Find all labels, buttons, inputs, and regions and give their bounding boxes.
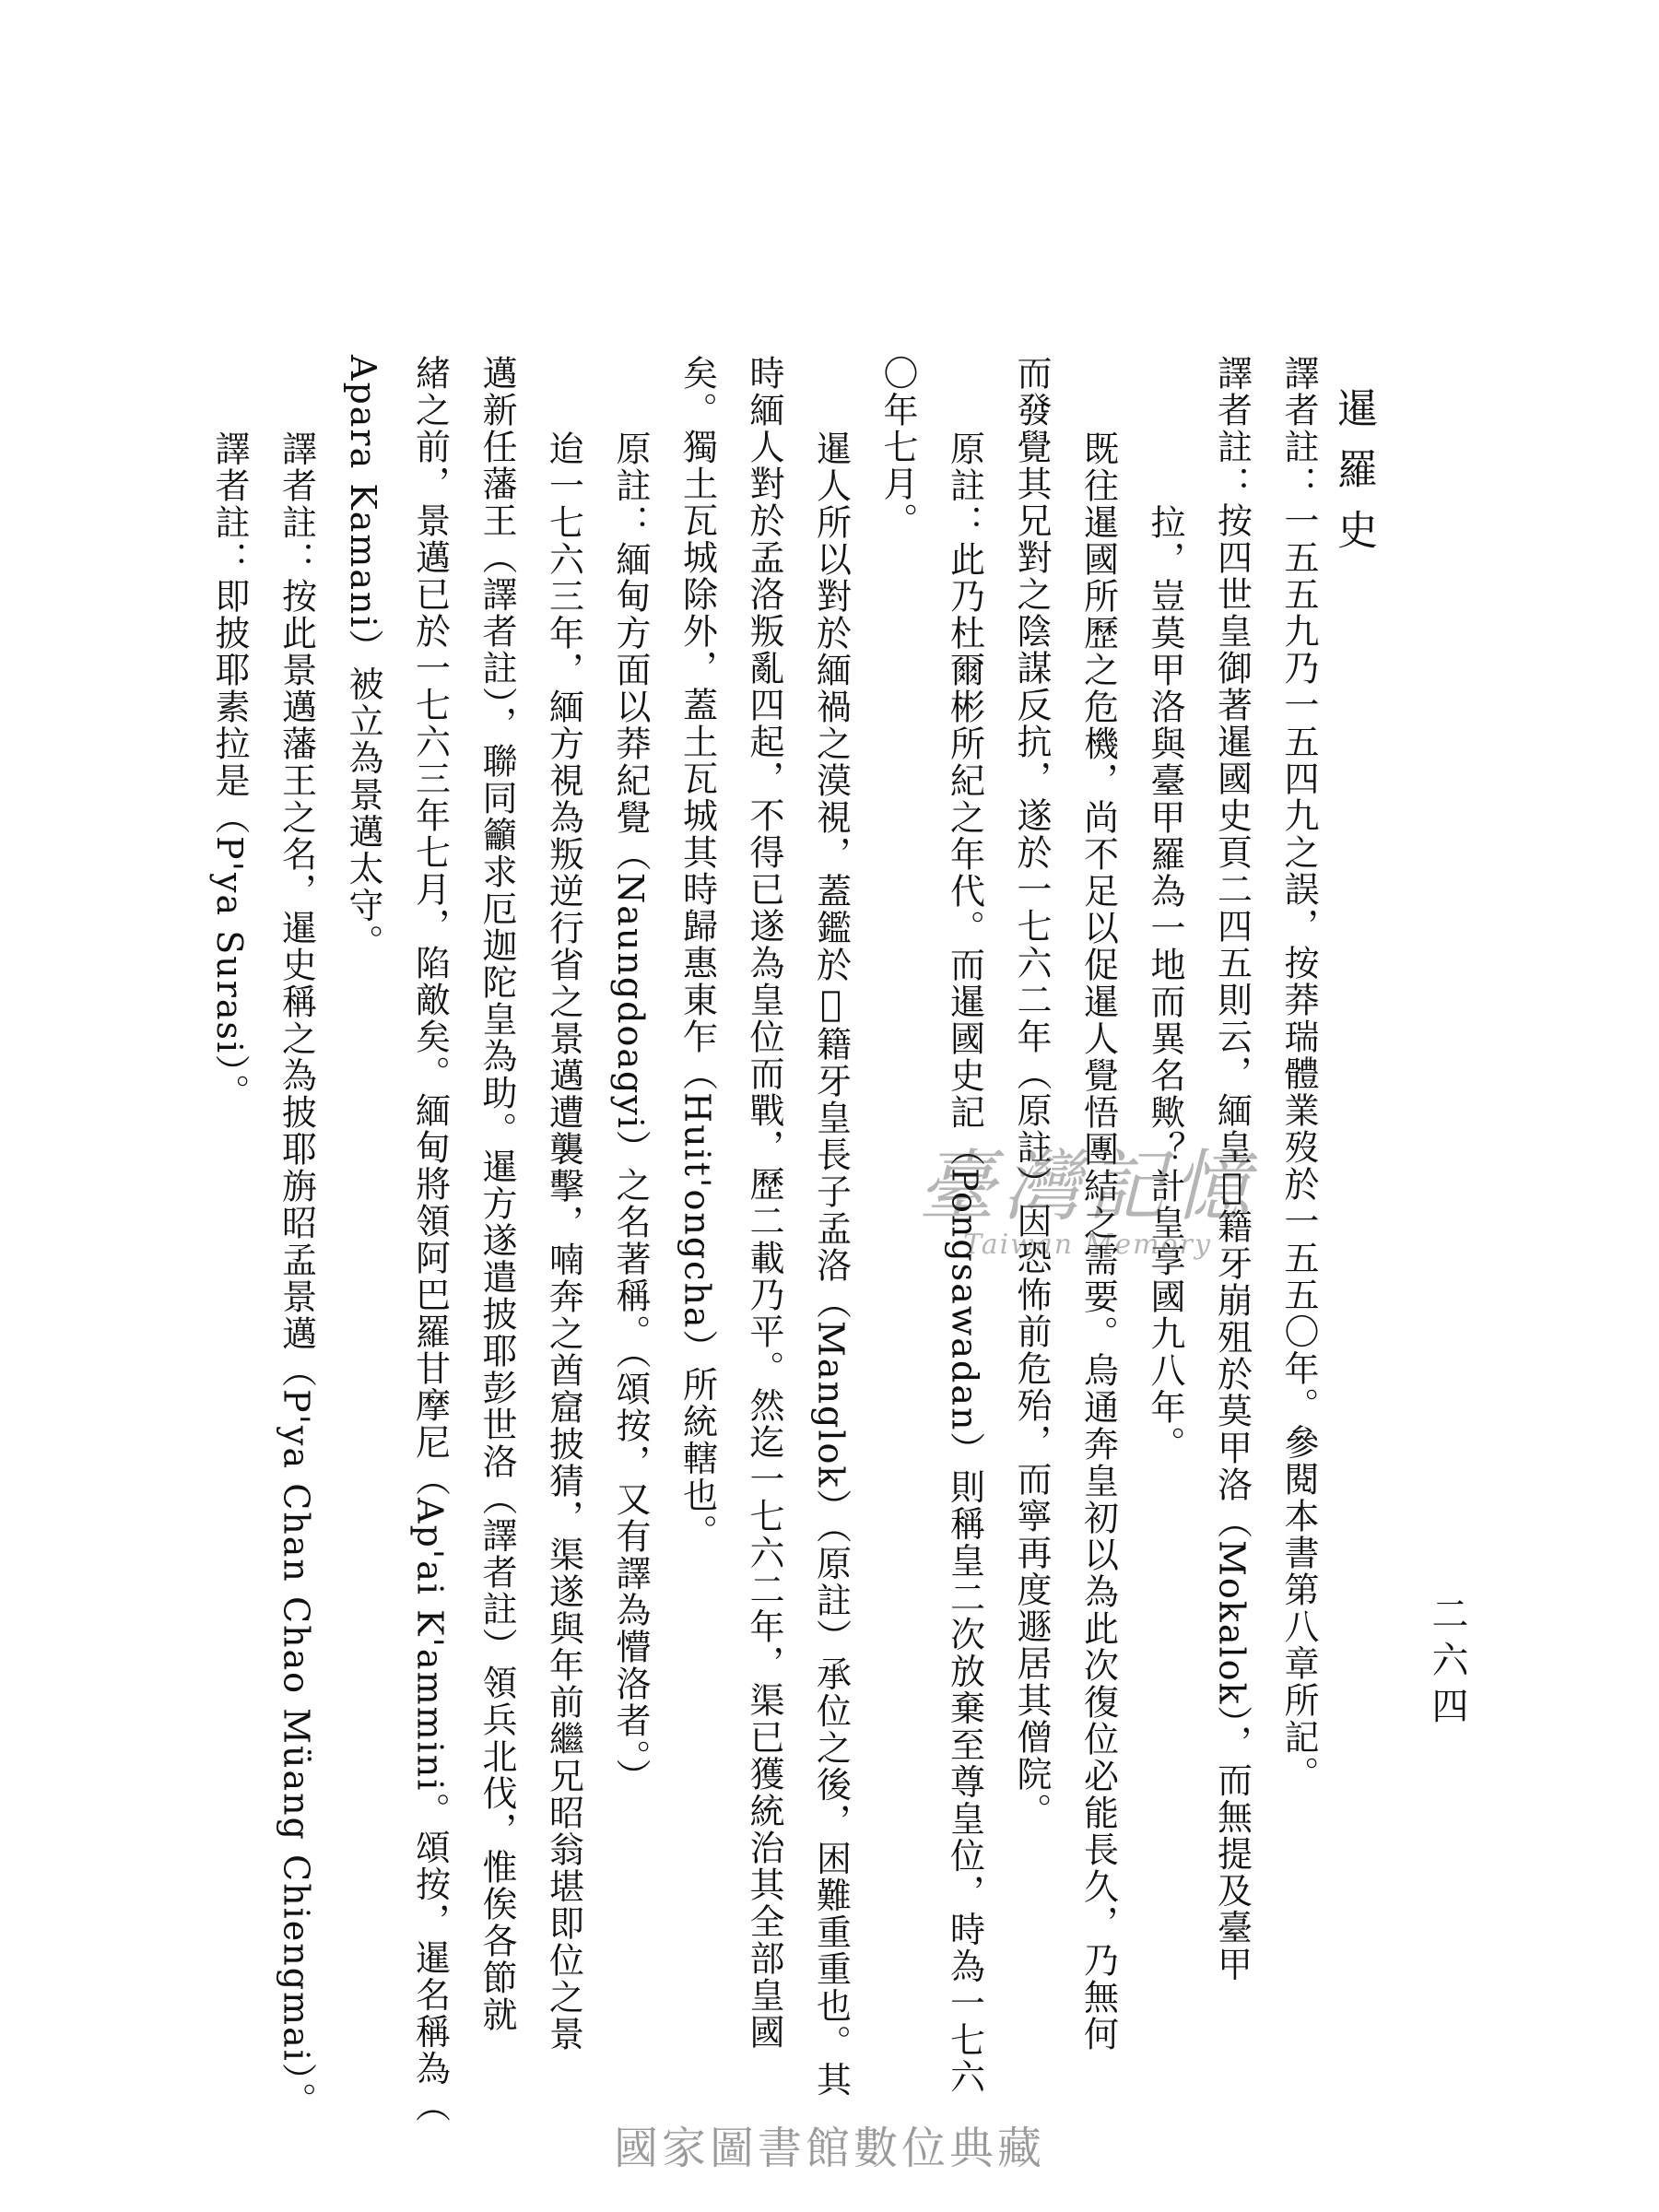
text-column: 而發覺其兄對之陰謀反抗，遂於一七六二年（原註）因恐怖前危殆，而寧再度遯居其僧院。 [1011, 355, 1052, 1830]
text-column: 拉，豈莫甲洛與臺甲羅為一地而異名歟？計皇享國九八年。 [1145, 504, 1185, 1463]
text-column: 迨一七六三年，緬方視為叛逆行省之景邁遭襲擊，喃奔之酋窟披猜，渠遂與年前繼兄昭翁堪即位之景 [543, 430, 584, 2053]
book-title: 暹羅史 [1330, 387, 1377, 570]
text-column: 〇年七月。 [877, 355, 918, 539]
page-number: 二六四 [1426, 1594, 1468, 1733]
text-column: 既往暹國所歷之危機，尚不足以促暹人覺悟團結之需要。烏通奔皇初以為此次復位必能長久，乃無何 [1077, 430, 1119, 2053]
text-column: Apara Kamani）被立為景邁太守。 [343, 355, 383, 961]
text-column: 邁新任藩王（譯者註），聯同籲求厄迦陀皇為助。暹方遂遣披耶彭世洛（譯者註）領兵北伐，惟俟各節就 [477, 355, 517, 2033]
text-column: 時緬人對於孟洛叛亂四起，不得已遂為皇位而戰，歷二載乃平。然迄一七六二年，渠已獲統治其全部皇國 [744, 355, 784, 2051]
watermark-subtitle: Taiwan Memory [963, 1229, 1212, 1261]
text-column: 原註：此乃杜爾彬所紀之年代。而暹國史記（Pongsawadan）則稱皇二次放棄至尊皇位，時為一七六 [944, 430, 985, 2096]
text-column: 矣。獨土瓦城除外，蓋土瓦城其時歸惠東乍（Huit'ongcha）所統轄也。 [677, 355, 718, 1551]
text-column: 譯者註：按四世皇御著暹國史頁二四五則云，緬皇𤖋籍牙崩殂於莫甲洛（Mokalok），而無提及臺甲 [1211, 355, 1253, 1983]
text-column: 原註：緬甸方面以莽紀覺（Naungdoagyi）之名著稱。（頌按，又有譯為懵洛者。） [610, 430, 651, 1795]
text-column: 譯者註：一五五九乃一五四九之誤，按莽瑞體業歿於一五五〇年。參閱本書第八章所記。 [1278, 355, 1319, 1793]
text-column: 譯者註：按此景邁藩王之名，暹史稱之為披耶旃昭孟景邁（P'ya Chan Chao Müang Chiengmai）。 [276, 430, 317, 2119]
text-column: 暹人所以對於緬禍之漠視，蓋鑑於𤖋籍牙皇長子孟洛（Manglok）（原註）承位之後，困難重重也。其 [810, 430, 852, 2099]
watermark-title: 臺灣記憶 [917, 1141, 1257, 1231]
library-credit: 國家圖書館數位典藏 [613, 2123, 1045, 2174]
body-text [196, 355, 1333, 2124]
text-column: 緒之前，景邁已於一七六三年七月，陷敵矣。緬甸將領阿巴羅甘摩尼（Ap'ai K'ammini。頌按，暹名稱為（ [409, 355, 451, 2124]
text-column: 譯者註：即披耶素拉是（P'ya Surasi）。 [209, 430, 250, 1112]
